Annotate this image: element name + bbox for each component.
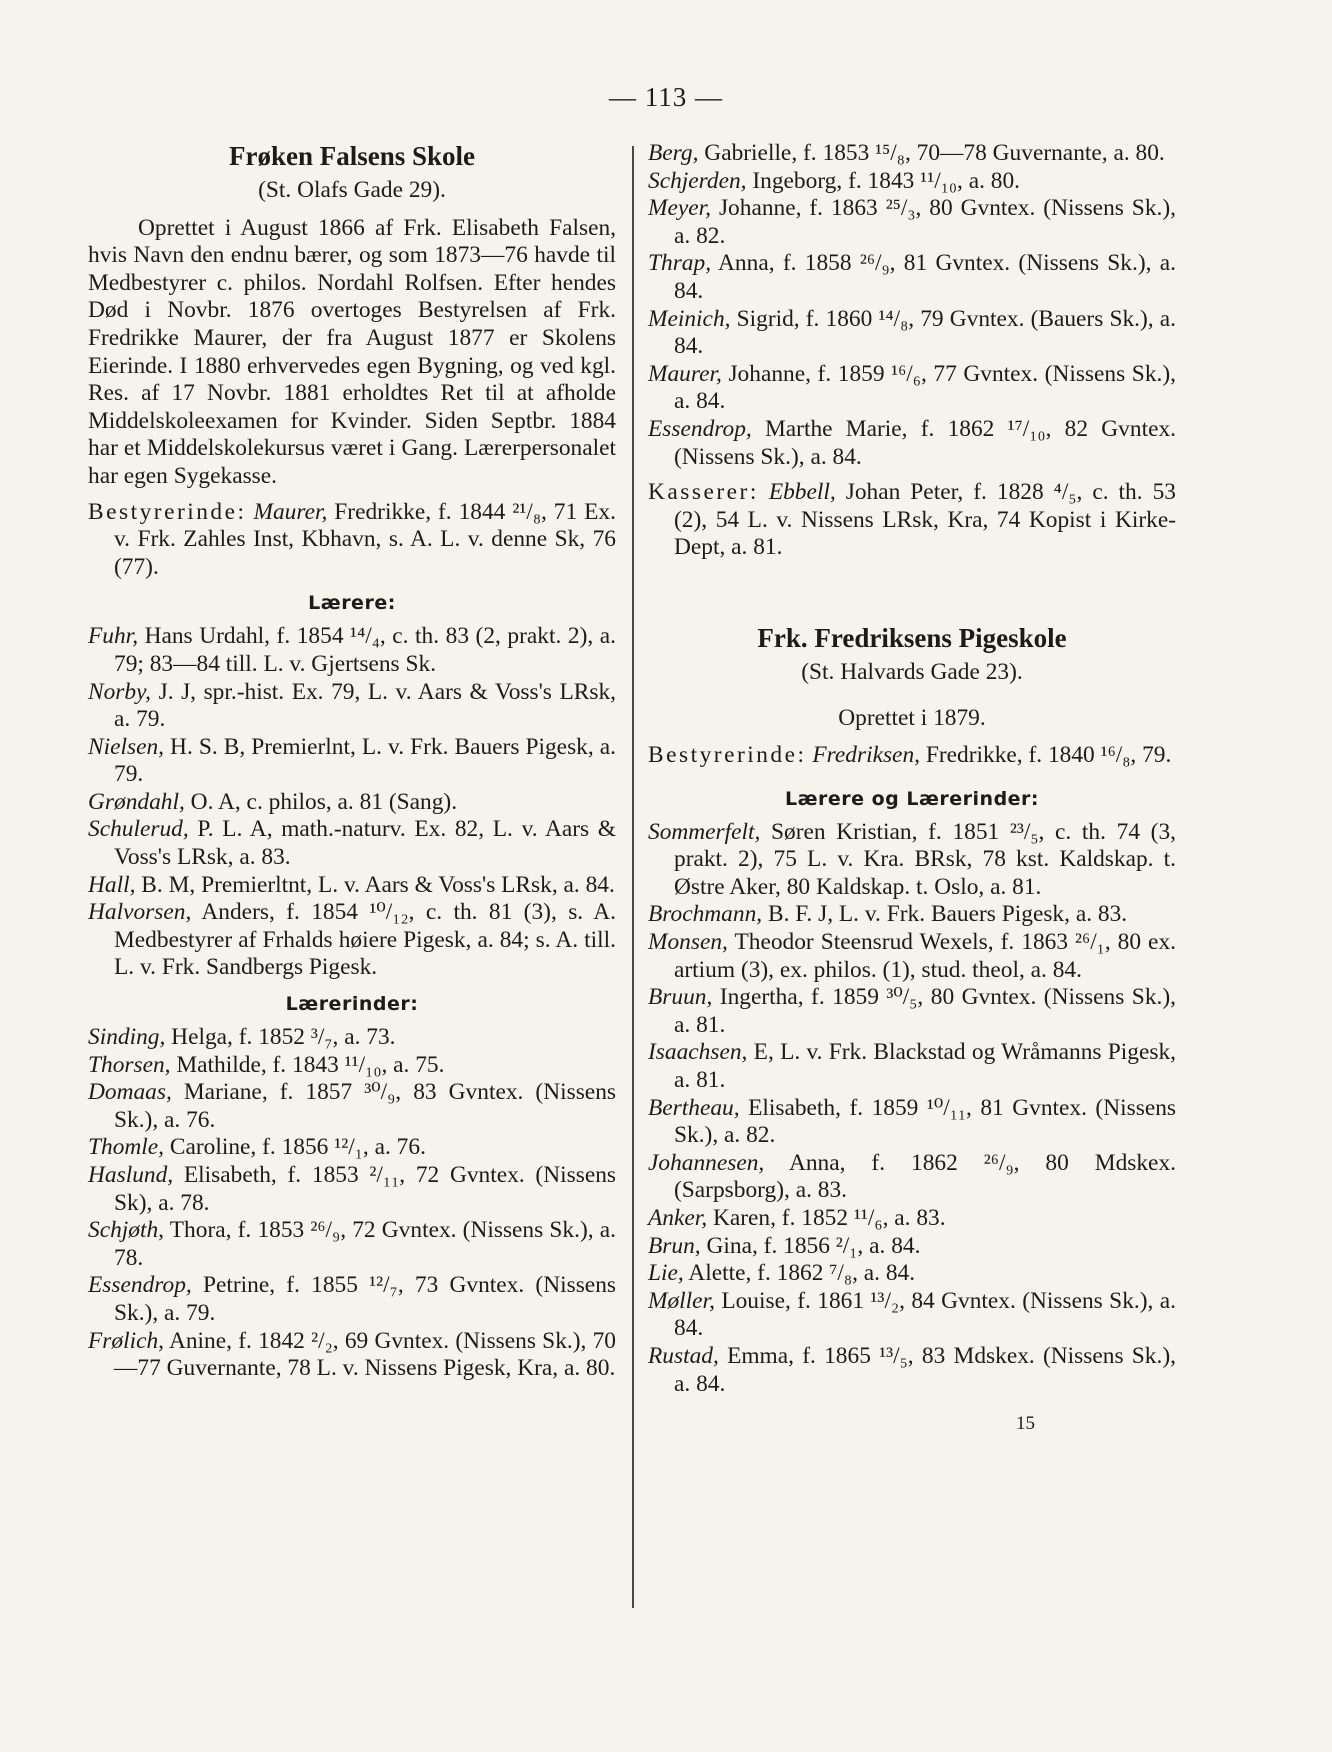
list-entry <box>88 623 616 678</box>
list-entry <box>88 1079 616 1134</box>
person-details: P. L. A, math.-naturv. Ex. 82, L. v. Aars & Voss's LRsk, a. 83. <box>114 816 616 871</box>
person-name: Isaachsen, <box>648 1039 748 1066</box>
left-column <box>88 140 616 1383</box>
person-name: Møller, <box>648 1287 715 1314</box>
list-entry <box>648 1233 1176 1261</box>
section-heading-women-teachers: Lærerinder: <box>285 993 419 1016</box>
person-name: Meyer, <box>648 195 711 222</box>
person-details: Elisabeth, f. 1853 ²/₁₁, 72 Gvntex. (Nissens Sk), a. 78. <box>114 1162 616 1216</box>
list-entry <box>88 816 616 871</box>
person-name: Bruun, <box>648 984 713 1011</box>
person-name: Sinding, <box>88 1024 166 1051</box>
person-details: Louise, f. 1861 ¹³/₂, 84 Gvntex. (Nissens Sk.), a. 84. <box>674 1287 1176 1342</box>
list-entry <box>88 734 616 789</box>
list-entry <box>88 1272 616 1327</box>
person-name: Monsen, <box>648 929 728 956</box>
list-entry <box>648 168 1176 196</box>
right-column <box>648 140 1176 1438</box>
person-name: Meinich, <box>648 305 731 332</box>
person-name: Hall, <box>88 871 136 898</box>
person-details: Mathilde, f. 1843 ¹¹/₁₀, a. 75. <box>170 1051 445 1078</box>
person-details: Thora, f. 1853 ²⁶/₉, 72 Gvntex. (Nissens Sk.), a. 78. <box>114 1217 616 1271</box>
person-name: Berg, <box>648 140 699 166</box>
column-divider <box>632 146 634 1608</box>
person-name: Essendrop, <box>88 1272 192 1299</box>
list-entry <box>88 872 616 900</box>
school-address-fredriksen: (St. Halvards Gade 23). <box>801 658 1023 685</box>
person-name: Fuhr, <box>88 623 139 650</box>
list-entry <box>648 361 1176 416</box>
person-details: Petrine, f. 1855 ¹²/₇, 73 Gvntex. (Nissens Sk.), a. 79. <box>114 1272 616 1326</box>
person-name: Frølich, <box>88 1327 165 1354</box>
person-details: Johanne, f. 1863 ²⁵/₃, 80 Gvntex. (Nissens Sk.), a. 82. <box>674 195 1176 249</box>
person-details: Sigrid, f. 1860 ¹⁴/₈, 79 Gvntex. (Bauers Sk.), a. 84. <box>674 305 1176 360</box>
person-name: Halvorsen, <box>88 899 192 926</box>
person-name: Anker, <box>648 1205 708 1231</box>
teachers-list <box>88 623 616 982</box>
person-details: Anna, f. 1858 ²⁶/₉, 81 Gvntex. (Nissens Sk.), a. 84. <box>674 250 1176 304</box>
person-details: Fredrikke, f. 1840 ¹⁶/₈, 79. <box>920 742 1172 769</box>
sheet-number: 15 <box>1016 1413 1035 1435</box>
person-name: Ebbell, <box>768 479 836 506</box>
person-details: E, L. v. Frk. Blackstad og Wråmanns Pigesk, a. 81. <box>674 1039 1176 1094</box>
list-entry <box>648 819 1176 902</box>
list-entry <box>648 195 1176 250</box>
person-name: Schjerden, <box>648 167 747 194</box>
person-name: Fredriksen, <box>812 742 920 769</box>
person-name: Johannesen, <box>648 1149 765 1176</box>
person-details: J. J, spr.-hist. Ex. 79, L. v. Aars & Voss's LRsk, a. 79. <box>114 678 616 733</box>
bestyrerinde-entry <box>88 499 616 582</box>
school-address-falsen: (St. Olafs Gade 29). <box>258 177 446 203</box>
person-details: Elisabeth, f. 1859 ¹⁰/₁₁, 81 Gvntex. (Nissens Sk.), a. 82. <box>674 1094 1176 1149</box>
list-entry <box>648 1150 1176 1205</box>
list-entry <box>648 984 1176 1039</box>
section-heading-teachers: Lærere: <box>308 592 396 615</box>
role-label: Bestyrerinde: <box>88 498 247 525</box>
list-entry <box>648 306 1176 361</box>
person-details: Anine, f. 1842 ²/₂, 69 Gvntex. (Nissens Sk.), 70—77 Guvernante, 78 L. v. Nissens Pigesk, Kra, a. 80. <box>114 1327 616 1382</box>
list-entry <box>648 140 1176 168</box>
person-name: Brun, <box>648 1232 701 1259</box>
list-entry <box>648 1343 1176 1398</box>
person-details: Theodor Steensrud Wexels, f. 1863 ²⁶/₁, 80 ex. artium (3), ex. philos. (1), stud. theol, a. 84. <box>674 929 1176 983</box>
person-details: B. F. J, L. v. Frk. Bauers Pigesk, a. 83. <box>762 901 1128 928</box>
list-entry <box>88 679 616 734</box>
list-entry <box>88 1052 616 1080</box>
person-name: Grøndahl, <box>88 788 185 815</box>
person-name: Thrap, <box>648 250 712 277</box>
list-entry <box>88 1217 616 1272</box>
person-name: Thorsen, <box>88 1051 171 1078</box>
list-entry <box>88 789 616 817</box>
list-entry <box>648 929 1176 984</box>
list-entry <box>88 1328 616 1383</box>
person-name: Thomle, <box>88 1134 165 1161</box>
person-details: Caroline, f. 1856 ¹²/₁, a. 76. <box>164 1134 426 1161</box>
list-entry <box>88 1024 616 1052</box>
person-details: Karen, f. 1852 ¹¹/₆, a. 83. <box>707 1205 946 1231</box>
person-name: Essendrop, <box>648 415 752 442</box>
person-name: Haslund, <box>88 1162 174 1188</box>
staff-list <box>648 819 1176 1398</box>
person-details: Helga, f. 1852 ³/₇, a. 73. <box>165 1024 396 1051</box>
school-title-fredriksen: Frk. Fredriksens Pigeskole <box>757 622 1067 653</box>
person-name: Domaas, <box>88 1079 172 1106</box>
list-entry <box>648 1205 1176 1233</box>
person-name: Schjøth, <box>88 1217 165 1244</box>
person-details: B. M, Premierltnt, L. v. Aars & Voss's LRsk, a. 84. <box>135 871 615 898</box>
list-entry <box>648 250 1176 305</box>
list-entry <box>648 1039 1176 1094</box>
person-details: Emma, f. 1865 ¹³/₅, 83 Mdskex. (Nissens Sk.), a. 84. <box>674 1342 1176 1397</box>
person-name: Nielsen, <box>88 733 165 760</box>
section-heading-staff: Lærere og Lærerinder: <box>784 787 1040 810</box>
list-entry <box>88 1134 616 1162</box>
person-details: Johan Peter, f. 1828 ⁴/₅, c. th. 53 (2), 54 L. v. Nissens LRsk, Kra, 74 Kopist i Kirke-Dept, a. 81. <box>674 479 1176 561</box>
person-details: Marthe Marie, f. 1862 ¹⁷/₁₀, 82 Gvntex. (Nissens Sk.), a. 84. <box>674 415 1176 470</box>
list-entry <box>648 416 1176 471</box>
list-entry <box>88 1162 616 1217</box>
kasserer-entry <box>648 479 1176 562</box>
school-description-falsen: Oprettet i August 1866 af Frk. Elisabeth Falsen, hvis Navn den endnu bærer, og som 1873—76 havde til Medbestyrer c. philos. Nordahl Rolfsen. Efter hendes Død i Novbr. 1876 overtoges Bestyrelsen af Frk. Fredrikke Maurer, der fra August 1877 er Skolens Eierinde. I 1880 erhvervedes egen Bygning, og ved kgl. Res. af 17 Novbr. 1881 erholdtes Ret til at afholde Middelskoleexamen for Kvinder. Siden Septbr. 1884 har et Middelskolekursus været i Gang. Lærerpersonalet har egen Sygekasse. <box>88 214 616 489</box>
list-entry <box>648 901 1176 929</box>
person-name: Rustad, <box>648 1342 719 1369</box>
person-details: Gabrielle, f. 1853 ¹⁵/₈, 70—78 Guvernante, a. 80. <box>698 140 1165 166</box>
bestyrerinde-entry-fredriksen <box>648 742 1176 770</box>
person-details: Mariane, f. 1857 ³⁰/₉, 83 Gvntex. (Nissens Sk.), a. 76. <box>114 1079 616 1133</box>
person-details: O. A, c. philos, a. 81 (Sang). <box>184 788 458 815</box>
person-name: Bertheau, <box>648 1094 740 1121</box>
person-name: Maurer, <box>648 360 722 387</box>
person-details: Johanne, f. 1859 ¹⁶/₆, 77 Gvntex. (Nissens Sk.), a. 84. <box>674 360 1176 415</box>
school-title-falsen: Frøken Falsens Skole <box>228 141 476 171</box>
person-details: Alette, f. 1862 ⁷/₈, a. 84. <box>683 1260 916 1287</box>
person-details: Hans Urdahl, f. 1854 ¹⁴/₄, c. th. 83 (2, prakt. 2), a. 79; 83—84 till. L. v. Gjertsens Sk. <box>114 623 616 677</box>
list-entry <box>648 1260 1176 1288</box>
person-name: Schulerud, <box>88 816 189 843</box>
women-teachers-list <box>88 1024 616 1383</box>
person-name: Lie, <box>648 1260 684 1287</box>
person-details: Gina, f. 1856 ²/₁, a. 84. <box>700 1232 921 1259</box>
person-details: Anna, f. 1862 ²⁶/₉, 80 Mdskex. (Sarpsborg), a. 83. <box>674 1149 1176 1204</box>
list-entry <box>648 1288 1176 1343</box>
list-entry <box>88 899 616 982</box>
person-details: Ingeborg, f. 1843 ¹¹/₁₀, a. 80. <box>746 167 1021 194</box>
list-entry <box>648 1095 1176 1150</box>
person-name: Brochmann, <box>648 901 763 928</box>
page-number: — 113 — <box>609 82 723 112</box>
person-details: Søren Kristian, f. 1851 ²³/₅, c. th. 74 (3, prakt. 2), 75 L. v. Kra. BRsk, 78 kst. Kaldskap. t. Østre Aker, 80 Kaldskap. t. Oslo, a. 81. <box>674 818 1176 900</box>
person-details: Anders, f. 1854 ¹⁰/₁₂, c. th. 81 (3), s. A. Medbestyrer af Frhalds høiere Pigesk, a. 84; s. A. till. L. v. Frk. Sandbergs Pigesk. <box>114 899 616 981</box>
person-details: H. S. B, Premierlnt, L. v. Frk. Bauers Pigesk, a. 79. <box>114 733 616 788</box>
role-label: Kasserer: <box>648 479 759 506</box>
person-details: Ingertha, f. 1859 ³⁰/₅, 80 Gvntex. (Nissens Sk.), a. 81. <box>674 984 1176 1038</box>
person-name: Sommerfelt, <box>648 818 761 845</box>
role-label: Bestyrerinde: <box>648 742 807 769</box>
person-name: Norby, <box>88 678 152 705</box>
person-details: Fredrikke, f. 1844 ²¹/₈, 71 Ex. v. Frk. Zahles Inst, Kbhavn, s. A. L. v. denne Sk, 76 (77). <box>114 498 616 580</box>
continued-women-list <box>648 140 1176 471</box>
person-name: Maurer, <box>253 498 328 525</box>
school-founded-fredriksen: Oprettet i 1879. <box>838 704 986 731</box>
